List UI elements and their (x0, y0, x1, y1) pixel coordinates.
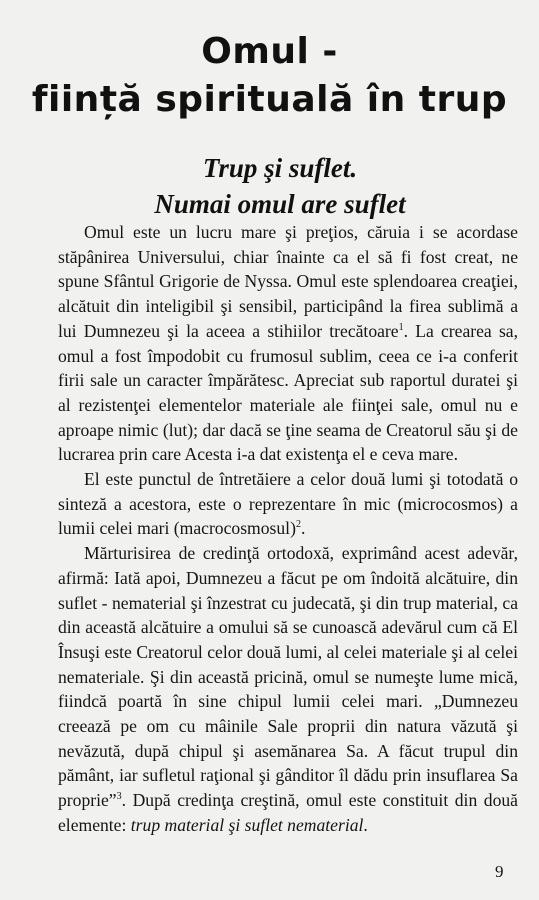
paragraph-1-text: Omul este un lucru mare şi preţios, căruia i se acordase stăpânirea Universului, chiar înainte ca el să fi fost creat, ne spune Sfântul Grigorie de Nyssa. Omul este splendoarea creaţiei, alcătuit din inteligibil şi sensibil, participând la firea sublimă a lui Dumnezeu şi la aceea a stihiilor trecătoare (58, 222, 518, 341)
paragraph-2 (58, 467, 518, 541)
page-number: 9 (495, 862, 504, 881)
paragraph-2-text-cont: . (300, 518, 306, 539)
footnote-ref-3: 3 (116, 791, 122, 803)
chapter-title (0, 28, 539, 124)
section-subtitle (100, 150, 460, 222)
section-subtitle-line-2: Numai omul are suflet (154, 189, 406, 219)
paragraph-3-text-cont: . După credinţa creştină, omul este constituit din două elemente: (58, 790, 518, 835)
paragraph-1 (58, 220, 518, 467)
paragraph-3-text-end: . (363, 814, 368, 835)
paragraph-3-italic: trup material şi suflet nematerial (130, 814, 364, 835)
paragraph-2-text: El este punctul de întretăiere a celor două lumi şi totodată o sinteză a acestora, este o reprezentare în mic (microcosmos) a lumii celei mari (macrocosmosul) (58, 469, 518, 539)
paragraph-1-text-cont: . La crearea sa, omul a fost împodobit cu frumosul sublim, ceea ce i-a conferit firii sale un caracter împărătesc. Apreciat sub raportul duratei şi al rezistenţei elementelor materiale ale fiinţei sale, omul nu e aproape nimic (lut); dar dacă se ţine seama de Creatorul său şi de lucrarea prin care Acesta i-a dat existenţa el e ceva mare. (58, 320, 519, 465)
body-text (58, 220, 518, 838)
section-subtitle-line-1: Trup şi suflet. (202, 153, 358, 183)
chapter-title-line-2: ființă spirituală în trup (31, 79, 508, 120)
paragraph-3-text: Mărturisirea de credinţă ortodoxă, exprimând acest adevăr, afirmă: Iată apoi, Dumnezeu a făcut pe om îndoită alcătuire, din suflet - nematerial şi înzestrat cu judecată, şi din trup material, ca din această alcătuire a omului să se cunoască adevărul cum că El Însuşi este Creatorul celor două lumi, al celei materiale şi al celei nemateriale. Şi din această pricină, omul se numeşte lume mică, fiindcă poartă în sine chipul lumii celei mari. „Dumnezeu creează pe om cu mâinile Sale proprii din natura văzută şi nevăzută, după chipul şi asemănarea Sa. A făcut trupul din pământ, iar sufletul raţional şi gânditor îl dădu prin insuflarea Sa proprie” (58, 543, 518, 811)
footnote-ref-1: 1 (398, 321, 404, 333)
footnote-ref-2: 2 (295, 519, 301, 531)
chapter-title-line-1: Omul - (201, 31, 338, 72)
paragraph-3 (58, 541, 518, 837)
